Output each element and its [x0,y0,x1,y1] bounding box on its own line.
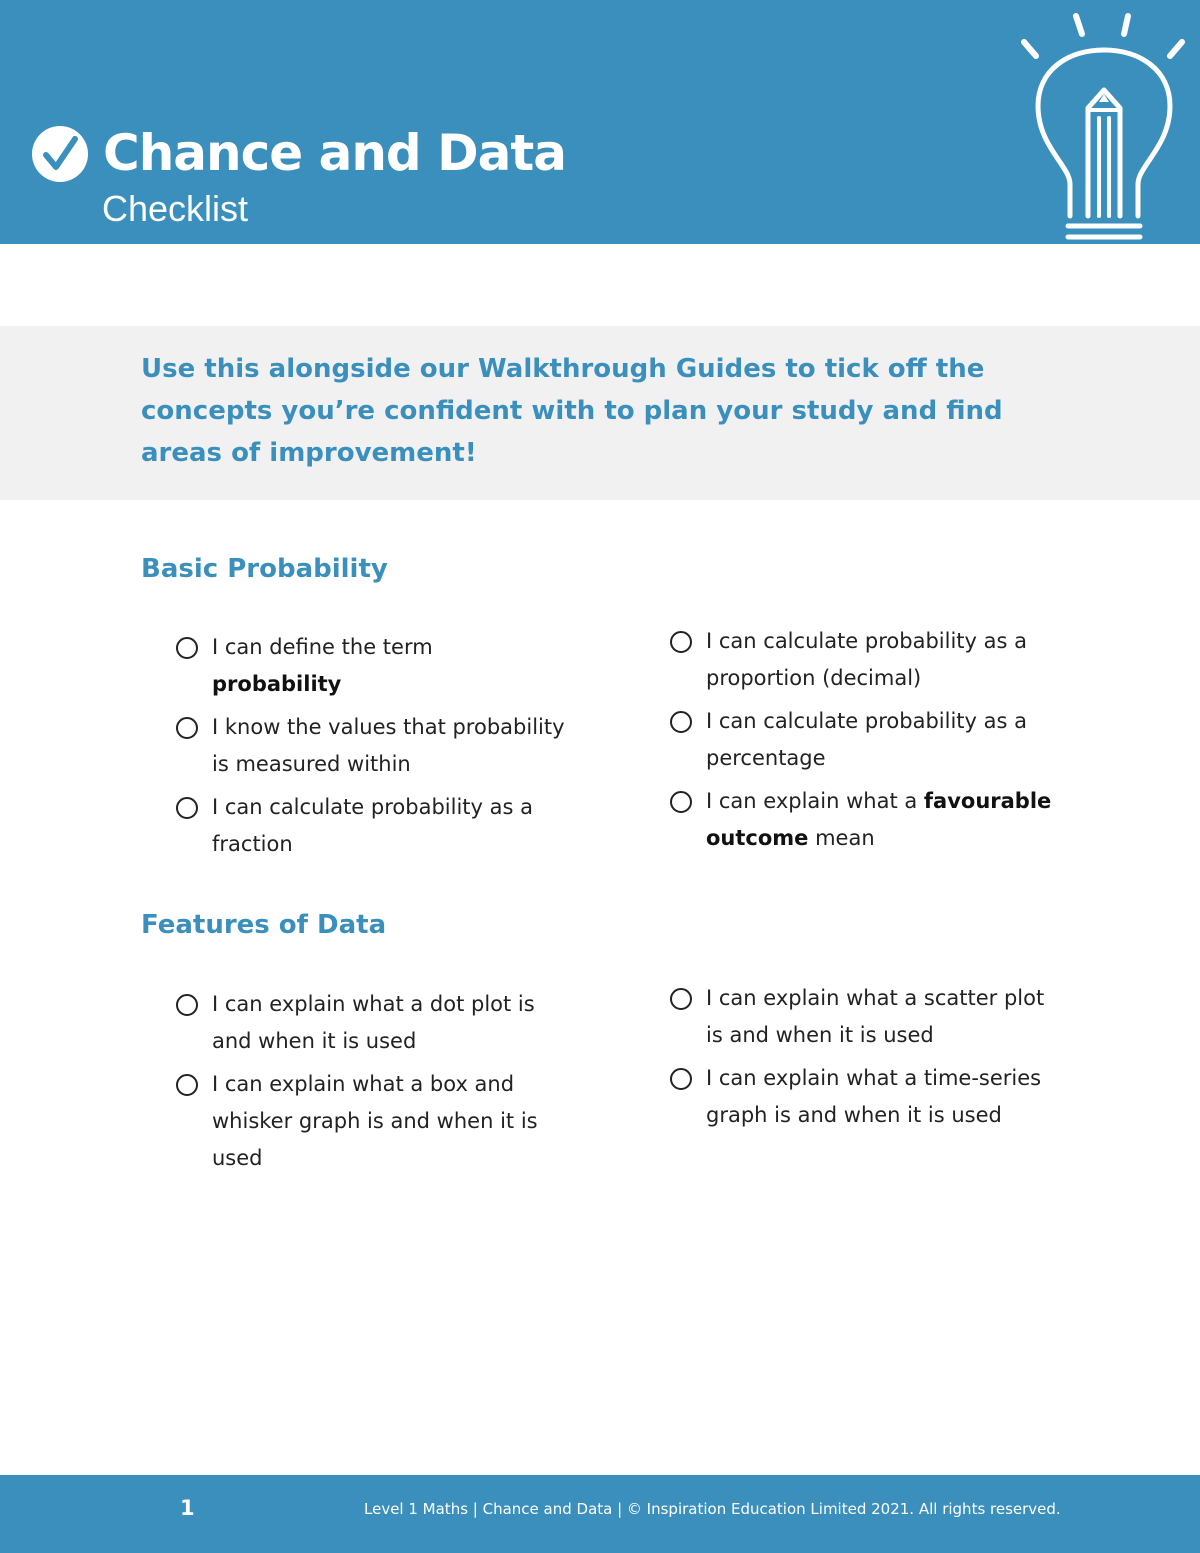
checkbox-circle-icon[interactable] [176,1074,198,1096]
page-title: Chance and Data [103,124,567,182]
page-number: 1 [180,1496,195,1520]
page-subtitle: Checklist [102,188,249,229]
checkbox-circle-icon[interactable] [176,994,198,1016]
checkbox-circle-icon[interactable] [670,988,692,1010]
section-title-basic-probability: Basic Probability [141,554,388,584]
checklist-features-of-data-right [670,980,1060,1140]
checklist-item[interactable]: I can calculate probability as a percentage [670,703,1060,777]
checkbox-circle-icon[interactable] [670,631,692,653]
checklist-item[interactable]: I can explain what a scatter plot is and when it is used [670,980,1060,1054]
footer-copyright: Level 1 Maths | Chance and Data | © Inspiration Education Limited 2021. All rights reserved. [364,1500,1061,1518]
checklist-item[interactable]: I can define the term probability [176,629,566,703]
checklist-item[interactable]: I can explain what a favourable outcome mean [670,783,1060,857]
checklist-features-of-data-left [176,986,566,1183]
checkbox-circle-icon[interactable] [670,711,692,733]
checklist-item[interactable]: I can calculate probability as a proportion (decimal) [670,623,1060,697]
checkbox-circle-icon[interactable] [670,1068,692,1090]
checkbox-circle-icon[interactable] [176,717,198,739]
check-circle-icon [32,126,88,182]
checklist-item[interactable]: I can explain what a time-series graph is and when it is used [670,1060,1060,1134]
checkbox-circle-icon[interactable] [176,637,198,659]
checklist-basic-probability-left [176,629,566,869]
checkbox-circle-icon[interactable] [670,791,692,813]
checklist-item[interactable]: I know the values that probability is measured within [176,709,566,783]
checklist-item[interactable]: I can calculate probability as a fraction [176,789,566,863]
checklist-item[interactable]: I can explain what a dot plot is and when it is used [176,986,566,1060]
checkbox-circle-icon[interactable] [176,797,198,819]
section-title-features-of-data: Features of Data [141,910,387,940]
lightbulb-pencil-icon [1010,6,1200,246]
checklist-item[interactable]: I can explain what a box and whisker graph is and when it is used [176,1066,566,1177]
checklist-basic-probability-right [670,623,1060,863]
intro-text: Use this alongside our Walkthrough Guides to tick off the concepts you’re confident with to plan your study and find areas of improvement! [141,354,1003,468]
